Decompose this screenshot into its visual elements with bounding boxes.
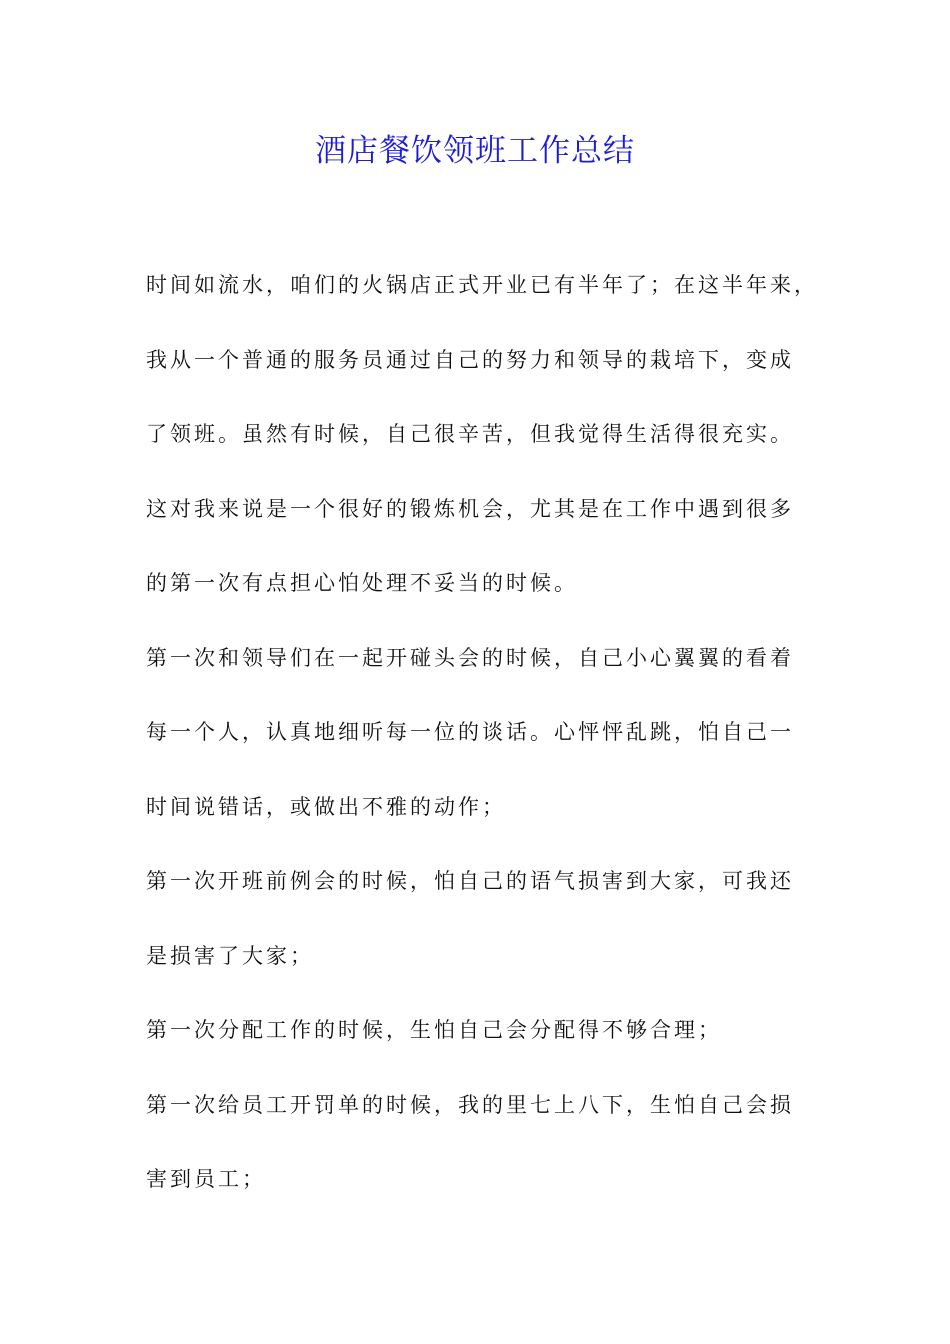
body-line-8: 时间说错话，或做出不雅的动作；: [146, 794, 506, 819]
body-line-6: 第一次和领导们在一起开碰头会的时候，自己小心翼翼的看着: [146, 645, 794, 670]
body-line-4: 这对我来说是一个很好的锻炼机会，尤其是在工作中遇到很多: [146, 496, 794, 521]
body-line-13: 害到员工；: [146, 1167, 266, 1191]
body-line-9: 第一次开班前例会的时候，怕自己的语气损害到大家，可我还: [146, 869, 794, 893]
body-line-1: 时间如流水，咱们的火锅店正式开业已有半年了；在这半年来，: [146, 273, 818, 297]
body-line-12: 第一次给员工开罚单的时候，我的里七上八下，生怕自己会损: [146, 1092, 794, 1117]
body-line-7: 每一个人，认真地细听每一位的谈话。心怦怦乱跳，怕自己一: [146, 720, 794, 744]
body-line-10: 是损害了大家；: [146, 943, 314, 968]
document-title: 酒店餐饮领班工作总结: [315, 133, 635, 169]
body-line-11: 第一次分配工作的时候，生怕自己会分配得不够合理；: [146, 1018, 722, 1042]
body-line-3: 了领班。虽然有时候，自己很辛苦，但我觉得生活得很充实。: [146, 422, 794, 446]
document-body: [146, 262, 826, 1231]
body-line-2: 我从一个普通的服务员通过自己的努力和领导的栽培下，变成: [146, 347, 794, 372]
body-line-5: 的第一次有点担心怕处理不妥当的时候。: [146, 571, 578, 595]
